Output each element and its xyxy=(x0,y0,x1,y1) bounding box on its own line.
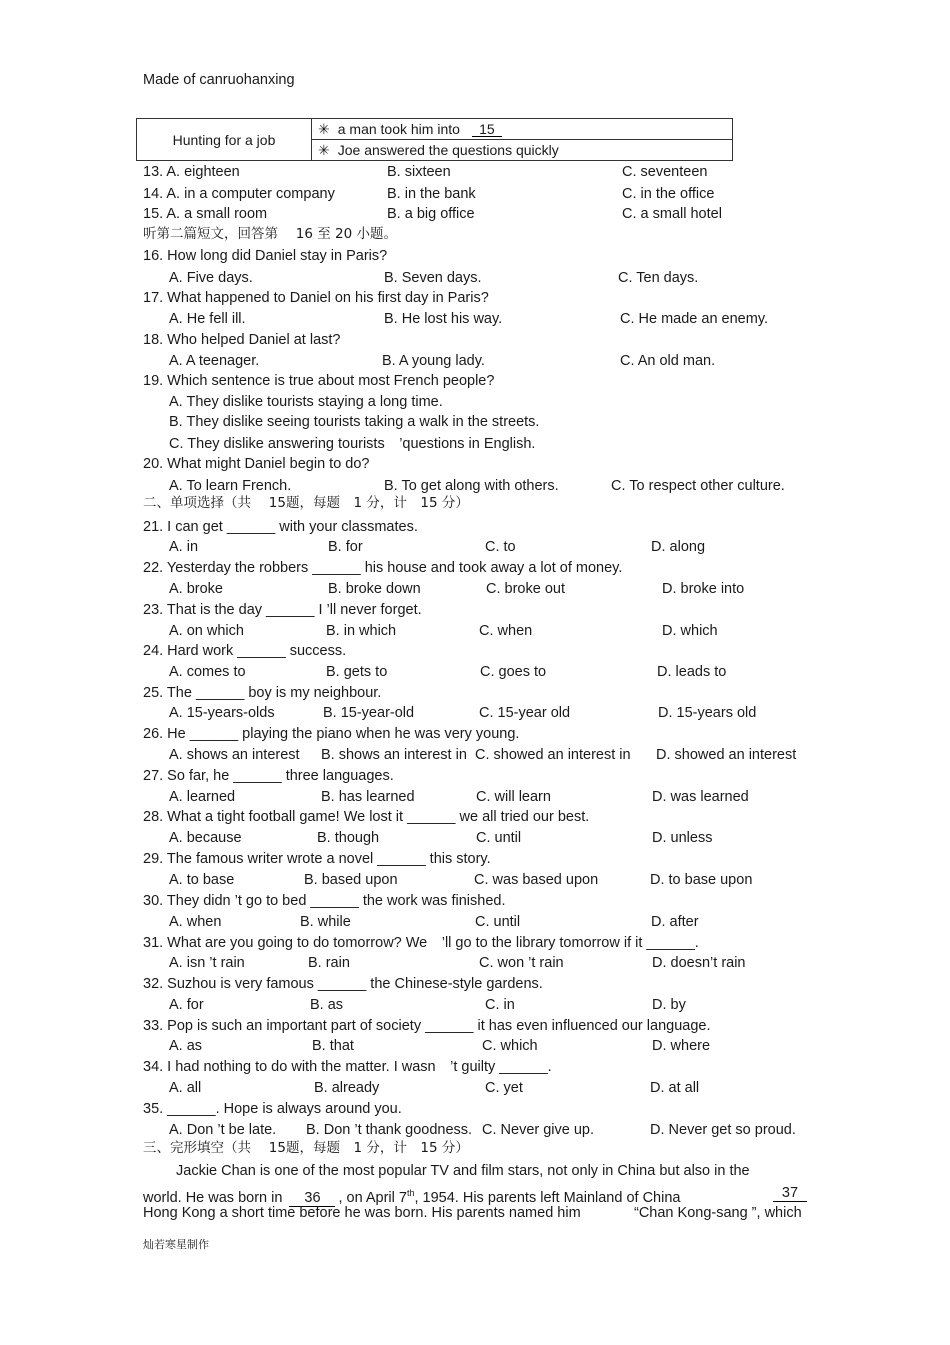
q24-option-d: D. leads to xyxy=(657,664,727,680)
cloze-line-3: Hong Kong a short time before he was born. His parents named him xyxy=(143,1205,581,1221)
q34-option-a: A. all xyxy=(169,1080,202,1096)
q31-stem: 31. What are you going to do tomorrow? We ’ll go to the library tomorrow if it ______. xyxy=(143,935,699,951)
q17-option-a: A. He fell ill. xyxy=(169,311,246,327)
q34-option-b: B. already xyxy=(314,1080,380,1096)
q33-option-a: A. as xyxy=(169,1038,203,1054)
q24-option-a: A. comes to xyxy=(169,664,246,680)
table-row-text: a man took him into xyxy=(337,121,460,137)
q23-option-b: B. in which xyxy=(326,623,397,639)
table-row xyxy=(312,119,733,140)
q32-stem: 32. Suzhou is very famous ______ the Chinese-style gardens. xyxy=(143,976,543,992)
q30-option-b: B. while xyxy=(300,914,351,930)
q21-option-d: D. along xyxy=(651,539,706,555)
q14-option-b: B. in the bank xyxy=(387,186,476,202)
q20-option-a: A. To learn French. xyxy=(169,478,292,494)
q35-stem: 35. ______. Hope is always around you. xyxy=(143,1101,402,1117)
q23-option-a: A. on which xyxy=(169,623,244,639)
q16-option-c: C. Ten days. xyxy=(618,270,699,286)
q35-option-c: C. Never give up. xyxy=(482,1122,595,1138)
q30-option-a: A. when xyxy=(169,914,222,930)
q32-option-d: D. by xyxy=(652,997,686,1013)
star-icon: ✳ xyxy=(318,142,330,158)
q15-option-a: 15. A. a small room xyxy=(143,206,268,222)
q24-option-b: B. gets to xyxy=(326,664,388,680)
blank-15: 15 xyxy=(472,122,502,137)
q24-stem: 24. Hard work ______ success. xyxy=(143,643,347,659)
cloze-line-2 xyxy=(143,1183,681,1206)
q28-option-a: A. because xyxy=(169,830,242,846)
superscript-th: th xyxy=(406,1188,415,1198)
q15-option-c: C. a small hotel xyxy=(622,206,722,222)
cloze-text: world. He was born in xyxy=(143,1189,283,1206)
q29-stem: 29. The famous writer wrote a novel ______ this story. xyxy=(143,851,491,867)
q26-option-b: B. shows an interest in xyxy=(321,747,467,763)
page-header: Made of canruohanxing xyxy=(143,72,295,88)
q28-option-b: B. though xyxy=(317,830,380,846)
q22-option-a: A. broke xyxy=(169,581,223,597)
q31-option-a: A. isn ’t rain xyxy=(169,955,245,971)
q25-stem: 25. The ______ boy is my neighbour. xyxy=(143,685,382,701)
q29-option-b: B. based upon xyxy=(304,872,398,888)
q16-stem: 16. How long did Daniel stay in Paris? xyxy=(143,248,388,264)
q30-option-c: C. until xyxy=(475,914,521,930)
cloze-line-1: Jackie Chan is one of the most popular TV and film stars, not only in China but also in the xyxy=(176,1163,750,1179)
q16-option-a: A. Five days. xyxy=(169,270,253,286)
q18-option-a: A. A teenager. xyxy=(169,353,260,369)
q24-option-c: C. goes to xyxy=(480,664,547,680)
q34-option-c: C. yet xyxy=(485,1080,523,1096)
page-footer: 灿若寒星制作 xyxy=(143,1238,209,1251)
q14-option-a: 14. A. in a computer company xyxy=(143,186,335,202)
q22-stem: 22. Yesterday the robbers ______ his house and took away a lot of money. xyxy=(143,560,623,576)
table-row xyxy=(312,140,733,161)
q31-option-c: C. won ’t rain xyxy=(479,955,564,971)
q27-option-b: B. has learned xyxy=(321,789,415,805)
q32-option-b: B. as xyxy=(310,997,344,1013)
q29-option-a: A. to base xyxy=(169,872,235,888)
q27-option-c: C. will learn xyxy=(476,789,551,805)
passage2-instruction: 听第二篇短文，回答第 16 至 20 小题。 xyxy=(143,226,398,242)
q33-stem: 33. Pop is such an important part of society ______ it has even influenced our language. xyxy=(143,1018,711,1034)
q20-option-b: B. To get along with others. xyxy=(384,478,559,494)
q21-option-b: B. for xyxy=(328,539,363,555)
q28-stem: 28. What a tight football game! We lost it ______ we all tried our best. xyxy=(143,809,590,825)
q19-option-a: A. They dislike tourists staying a long time. xyxy=(169,394,443,410)
q25-option-a: A. 15-years-olds xyxy=(169,705,275,721)
q19-option-c: C. They dislike answering tourists ’questions in English. xyxy=(169,436,536,452)
q18-option-c: C. An old man. xyxy=(620,353,716,369)
q22-option-c: C. broke out xyxy=(486,581,565,597)
section2-heading: 二、单项选择（共 15题，每题 1 分，计 15 分） xyxy=(143,495,469,511)
q25-option-b: B. 15-year-old xyxy=(323,705,415,721)
q13-option-c: C. seventeen xyxy=(622,164,708,180)
q32-option-c: C. in xyxy=(485,997,515,1013)
q31-option-b: B. rain xyxy=(308,955,350,971)
q20-option-c: C. To respect other culture. xyxy=(611,478,785,494)
q29-option-c: C. was based upon xyxy=(474,872,599,888)
q34-option-d: D. at all xyxy=(650,1080,700,1096)
q35-option-d: D. Never get so proud. xyxy=(650,1122,796,1138)
q25-option-c: C. 15-year old xyxy=(479,705,571,721)
q32-option-a: A. for xyxy=(169,997,204,1013)
q18-option-b: B. A young lady. xyxy=(382,353,485,369)
q31-option-d: D. doesn’t rain xyxy=(652,955,746,971)
q30-stem: 30. They didn ’t go to bed ______ the work was finished. xyxy=(143,893,506,909)
q25-option-d: D. 15-years old xyxy=(658,705,757,721)
q26-option-d: D. showed an interest xyxy=(656,747,797,763)
table-topic: Hunting for a job xyxy=(137,119,312,161)
blank-37: 37 xyxy=(773,1186,807,1202)
star-icon: ✳ xyxy=(318,121,330,137)
q13-option-a: 13. A. eighteen xyxy=(143,164,240,180)
q33-option-d: D. where xyxy=(652,1038,711,1054)
q14-option-c: C. in the office xyxy=(622,186,715,202)
cloze-text: , 1954. His parents left Mainland of China xyxy=(414,1189,681,1206)
blank-36: 36 xyxy=(289,1191,335,1207)
blank-37-wrap xyxy=(773,1183,807,1203)
q26-stem: 26. He ______ playing the piano when he was very young. xyxy=(143,726,520,742)
q17-option-b: B. He lost his way. xyxy=(384,311,503,327)
q27-stem: 27. So far, he ______ three languages. xyxy=(143,768,394,784)
listening-table xyxy=(136,118,733,161)
q33-option-b: B. that xyxy=(312,1038,354,1054)
q13-option-b: B. sixteen xyxy=(387,164,451,180)
q21-option-c: C. to xyxy=(485,539,516,555)
q22-option-d: D. broke into xyxy=(662,581,745,597)
q27-option-a: A. learned xyxy=(169,789,236,805)
q17-stem: 17. What happened to Daniel on his first day in Paris? xyxy=(143,290,489,306)
q16-option-b: B. Seven days. xyxy=(384,270,482,286)
q26-option-c: C. showed an interest in xyxy=(475,747,631,763)
q26-option-a: A. shows an interest xyxy=(169,747,300,763)
q29-option-d: D. to base upon xyxy=(650,872,753,888)
q21-option-a: A. in xyxy=(169,539,199,555)
q23-option-c: C. when xyxy=(479,623,533,639)
q23-option-d: D. which xyxy=(662,623,718,639)
q15-option-b: B. a big office xyxy=(387,206,475,222)
section3-heading: 三、完形填空（共 15题，每题 1 分，计 15 分） xyxy=(143,1140,469,1156)
q28-option-c: C. until xyxy=(476,830,522,846)
cloze-text: , on April 7 xyxy=(338,1189,407,1206)
q30-option-d: D. after xyxy=(651,914,699,930)
q34-stem: 34. I had nothing to do with the matter. I wasn ’t guilty ______. xyxy=(143,1059,552,1075)
q18-stem: 18. Who helped Daniel at last? xyxy=(143,332,341,348)
q17-option-c: C. He made an enemy. xyxy=(620,311,769,327)
q35-option-b: B. Don ’t thank goodness. xyxy=(306,1122,473,1138)
q19-option-b: B. They dislike seeing tourists taking a walk in the streets. xyxy=(169,414,540,430)
table-row-text: Joe answered the questions quickly xyxy=(337,142,559,158)
q33-option-c: C. which xyxy=(482,1038,538,1054)
q21-stem: 21. I can get ______ with your classmates. xyxy=(143,519,418,535)
q19-stem: 19. Which sentence is true about most French people? xyxy=(143,373,495,389)
cloze-line-3-end: “Chan Kong-sang ”, which xyxy=(634,1205,802,1221)
q35-option-a: A. Don ’t be late. xyxy=(169,1122,277,1138)
q22-option-b: B. broke down xyxy=(328,581,421,597)
q23-stem: 23. That is the day ______ I ’ll never forget. xyxy=(143,602,422,618)
q28-option-d: D. unless xyxy=(652,830,713,846)
q20-stem: 20. What might Daniel begin to do? xyxy=(143,456,370,472)
q27-option-d: D. was learned xyxy=(652,789,749,805)
